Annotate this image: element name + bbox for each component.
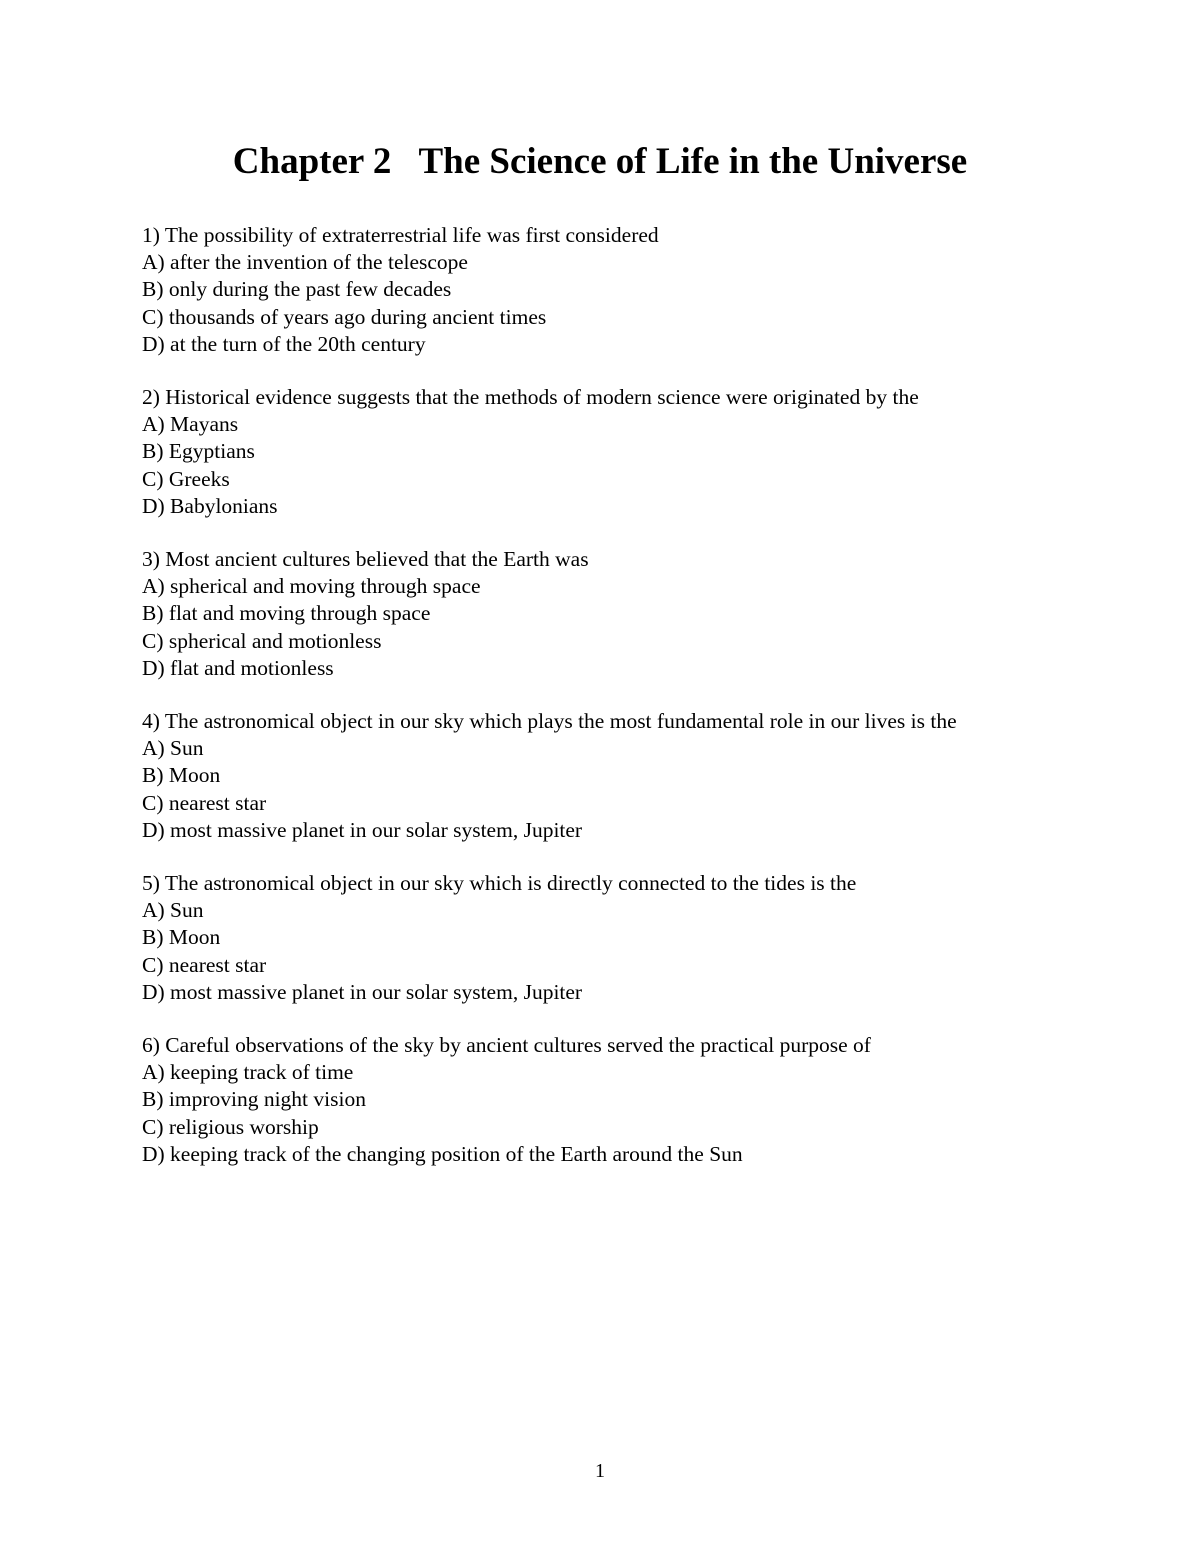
answer-option-d: D) most massive planet in our solar system, Jupiter bbox=[142, 979, 583, 1004]
answer-option-a: A) Sun bbox=[142, 898, 204, 923]
question-text: 3) Most ancient cultures believed that the Earth was bbox=[142, 547, 589, 572]
question-2 bbox=[142, 384, 1142, 520]
answer-option-b: B) Moon bbox=[142, 925, 221, 950]
question-list bbox=[142, 222, 1142, 1194]
answer-option-d: D) at the turn of the 20th century bbox=[142, 331, 426, 356]
question-5 bbox=[142, 870, 1142, 1006]
answer-option-a: A) after the invention of the telescope bbox=[142, 250, 468, 275]
answer-option-b: B) improving night vision bbox=[142, 1087, 366, 1112]
question-text: 1) The possibility of extraterrestrial life was first considered bbox=[142, 223, 659, 247]
answer-option-b: B) flat and moving through space bbox=[142, 601, 431, 626]
question-1 bbox=[142, 222, 1142, 358]
answer-option-d: D) Babylonians bbox=[142, 493, 278, 518]
answer-option-c: C) religious worship bbox=[142, 1114, 319, 1139]
question-4 bbox=[142, 708, 1142, 844]
answer-option-b: B) only during the past few decades bbox=[142, 277, 452, 302]
answer-option-b: B) Egyptians bbox=[142, 439, 255, 464]
answer-option-a: A) Sun bbox=[142, 736, 204, 761]
answer-option-a: A) keeping track of time bbox=[142, 1060, 354, 1085]
question-text: 5) The astronomical object in our sky which is directly connected to the tides is the bbox=[142, 871, 857, 896]
answer-option-c: C) Greeks bbox=[142, 466, 230, 491]
page-number: 1 bbox=[595, 1460, 605, 1482]
answer-option-c: C) nearest star bbox=[142, 790, 267, 815]
answer-option-a: A) Mayans bbox=[142, 412, 239, 437]
answer-option-d: D) keeping track of the changing position of the Earth around the Sun bbox=[142, 1141, 743, 1166]
question-text: 6) Careful observations of the sky by ancient cultures served the practical purpose of bbox=[142, 1033, 871, 1058]
question-text: 2) Historical evidence suggests that the methods of modern science were originated by the bbox=[142, 385, 919, 410]
chapter-title: Chapter 2 The Science of Life in the Universe bbox=[232, 141, 968, 182]
question-text: 4) The astronomical object in our sky which plays the most fundamental role in our lives is the bbox=[142, 709, 957, 734]
question-3 bbox=[142, 546, 1142, 682]
answer-option-d: D) flat and motionless bbox=[142, 655, 334, 680]
answer-option-d: D) most massive planet in our solar system, Jupiter bbox=[142, 817, 583, 842]
answer-option-b: B) Moon bbox=[142, 763, 221, 788]
answer-option-c: C) spherical and motionless bbox=[142, 628, 382, 653]
answer-option-c: C) thousands of years ago during ancient times bbox=[142, 304, 547, 329]
answer-option-a: A) spherical and moving through space bbox=[142, 574, 481, 599]
answer-option-c: C) nearest star bbox=[142, 952, 267, 977]
question-6 bbox=[142, 1032, 1142, 1168]
